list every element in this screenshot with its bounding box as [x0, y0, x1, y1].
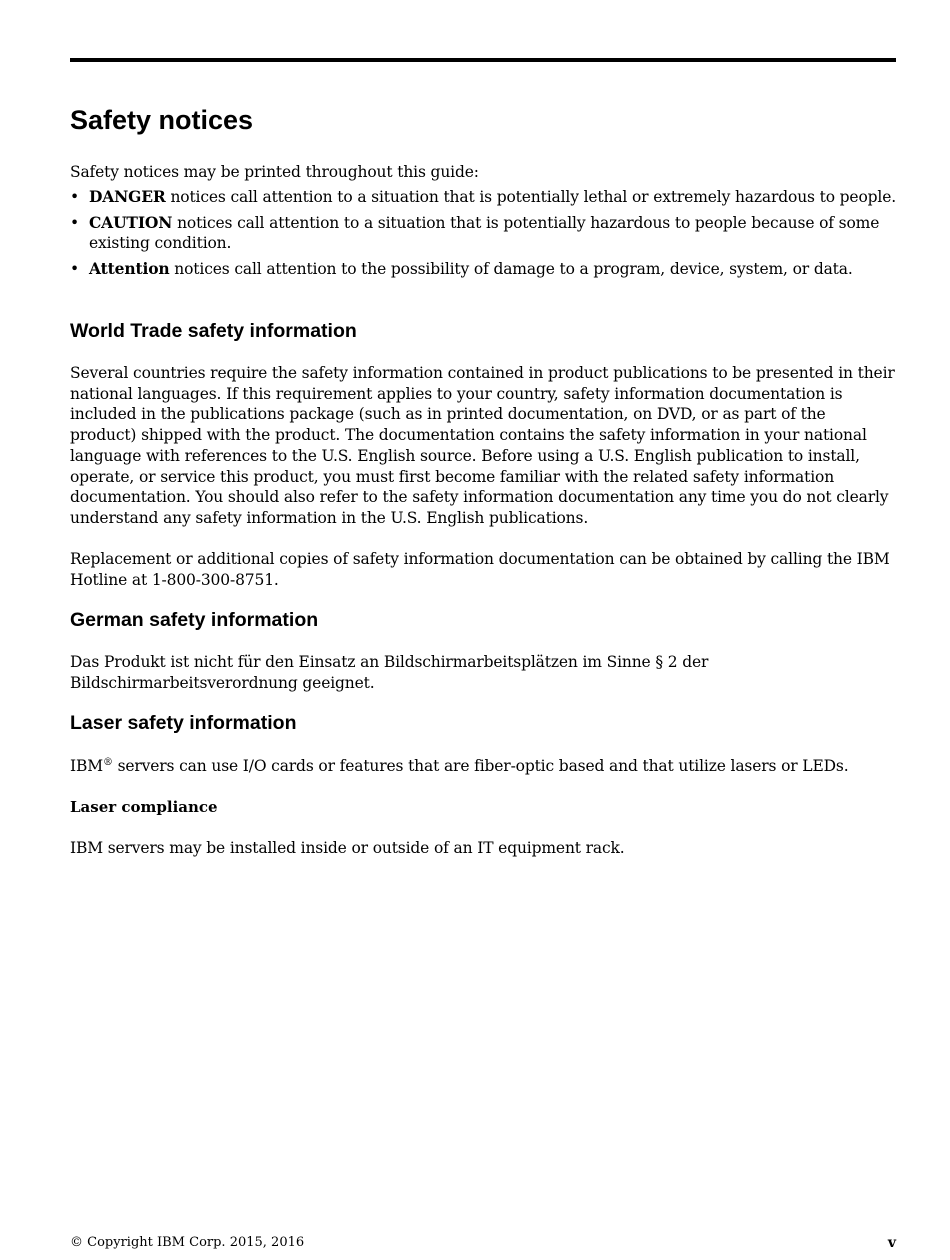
laser-compliance-paragraph: IBM servers may be installed inside or outside of an IT equipment rack.: [70, 839, 625, 857]
bullet-icon: •: [70, 188, 79, 206]
laser-text: servers can use I/O cards or features that are fiber-optic based and that utilize lasers or LEDs.: [112, 757, 849, 775]
hotline-paragraph: Replacement or additional copies of safety information documentation can be obtained by calling the IBM Hotline at 1-800-300-8751.: [70, 550, 890, 589]
page-title: Safety notices: [70, 105, 254, 135]
notice-text: notices call attention to a situation that is potentially lethal or extremely hazardous to people.: [165, 188, 897, 206]
list-item-caution: [70, 213, 896, 254]
top-rule: [70, 58, 896, 62]
notice-term: DANGER: [89, 187, 166, 206]
laser-brand: IBM: [70, 757, 103, 775]
notice-term: Attention: [89, 259, 170, 279]
page-number: v: [887, 1235, 896, 1251]
world-trade-paragraph: Several countries require the safety information contained in product publications to be presented in their national languages. If this requirement applies to your country, safety information documentation is included in the publications package (such as in printed documentation, on DVD, or as part of the product) shipped with the product. The documentation contains the safety information in your national language with references to the U.S. English source. Before using a U.S. English publication to install, operate, or service this product, you must first become familiar with the related safety information documentation. You should also refer to the safety information documentation any time you do not clearly understand any safety information in the U.S. English publications.: [70, 364, 895, 527]
bullet-icon: •: [70, 213, 79, 232]
notice-text: notices call attention to the possibility of damage to a program, device, system, or data.: [169, 260, 853, 279]
notice-list: [70, 187, 896, 285]
registered-mark: ®: [102, 756, 113, 768]
document-page: [70, 0, 896, 1260]
list-item-attention: [70, 259, 896, 280]
notice-term: CAUTION: [89, 212, 173, 232]
laser-paragraph: [70, 756, 896, 777]
copyright-footer: © Copyright IBM Corp. 2015, 2016: [70, 1235, 305, 1250]
german-paragraph: Das Produkt ist nicht für den Einsatz an Bildschirmarbeitsplätzen im Sinne § 2 der Bildschirmarbeitsverordnung geeignet.: [70, 653, 709, 692]
german-heading: German safety information: [70, 609, 319, 631]
list-item-danger: [70, 187, 896, 208]
intro-paragraph: Safety notices may be printed throughout this guide:: [70, 163, 479, 181]
notice-text: notices call attention to a situation that is potentially hazardous to people because of some existing condition.: [89, 213, 880, 253]
bullet-icon: •: [70, 260, 79, 279]
world-trade-heading: World Trade safety information: [70, 320, 357, 342]
laser-compliance-heading: Laser compliance: [70, 798, 218, 816]
laser-heading: Laser safety information: [70, 712, 297, 734]
